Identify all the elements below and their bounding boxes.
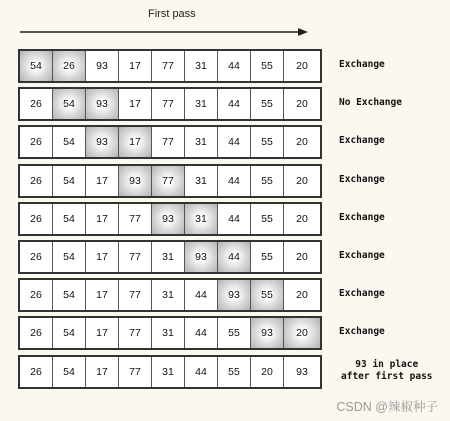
array-cell: 31 [185, 89, 218, 119]
array-cell: 44 [218, 51, 251, 81]
array-cell: 44 [185, 357, 218, 387]
pass-title: First pass [148, 8, 196, 20]
array-cell: 20 [284, 318, 320, 348]
array-cell: 77 [152, 89, 185, 119]
array-cell: 26 [53, 51, 86, 81]
array-cell: 54 [53, 204, 86, 234]
array-cell: 17 [119, 51, 152, 81]
array-cell: 44 [218, 89, 251, 119]
array-cell: 54 [53, 242, 86, 272]
array-cell: 44 [218, 242, 251, 272]
array-row [18, 164, 322, 198]
array-cell: 77 [119, 318, 152, 348]
array-cell: 20 [296, 98, 308, 111]
array-row [18, 125, 322, 159]
array-cell: 77 [152, 127, 185, 157]
array-cell: 44 [218, 127, 251, 157]
array-cell: 17 [86, 357, 119, 387]
watermark: CSDN @辣椒种子 [336, 400, 438, 414]
array-cell: 17 [119, 127, 152, 157]
array-row [18, 355, 322, 389]
array-row [18, 240, 322, 274]
array-cell: 77 [152, 51, 185, 81]
array-cell: 31 [152, 357, 185, 387]
array-row [18, 87, 322, 121]
array-cell: 20 [251, 357, 284, 387]
array-cell: 93 [86, 127, 119, 157]
array-cell: 17 [86, 242, 119, 272]
step-label: Exchange [339, 326, 385, 338]
step-label: 93 in place after first pass [341, 358, 433, 382]
array-cell: 31 [152, 280, 185, 310]
array-cell: 55 [251, 51, 284, 81]
array-cell: 17 [86, 318, 119, 348]
array-cell: 55 [251, 89, 284, 119]
direction-arrow-icon [0, 0, 450, 40]
array-cell: 20 [296, 136, 308, 149]
array-cell: 44 [185, 280, 218, 310]
array-cell: 77 [119, 204, 152, 234]
array-cell: 26 [20, 166, 53, 196]
diagram-header [0, 0, 450, 40]
step-label: Exchange [339, 135, 385, 147]
array-cell: 54 [20, 51, 53, 81]
array-cell: 54 [53, 318, 86, 348]
array-cell: 93 [152, 204, 185, 234]
array-cell: 55 [251, 242, 284, 272]
array-cell: 31 [185, 204, 218, 234]
array-cell: 26 [20, 280, 53, 310]
array-cell: 54 [53, 89, 86, 119]
array-cell: 93 [296, 365, 308, 378]
array-cell: 55 [218, 318, 251, 348]
array-cell: 55 [251, 204, 284, 234]
array-cell: 77 [119, 357, 152, 387]
array-cell: 17 [119, 89, 152, 119]
array-cell: 20 [296, 251, 308, 263]
array-cell: 44 [185, 318, 218, 348]
step-label: Exchange [339, 173, 385, 185]
array-cell: 93 [251, 318, 284, 348]
array-cell: 26 [20, 242, 53, 272]
array-cell: 26 [20, 357, 53, 387]
array-row [18, 278, 322, 312]
array-cell: 93 [86, 51, 119, 81]
array-cell: 54 [53, 166, 86, 196]
array-cell: 31 [185, 127, 218, 157]
array-cell: 77 [152, 166, 185, 196]
array-cell: 77 [119, 280, 152, 310]
array-cell: 93 [86, 89, 119, 119]
array-cell: 20 [296, 212, 308, 225]
array-cell: 26 [20, 89, 53, 119]
array-cell: 31 [152, 318, 185, 348]
array-cell: 20 [296, 174, 308, 187]
step-label: Exchange [339, 288, 385, 300]
array-cell: 55 [251, 127, 284, 157]
array-cell: 54 [53, 127, 86, 157]
array-cell: 44 [218, 166, 251, 196]
step-label: Exchange [339, 250, 385, 261]
step-label: Exchange [339, 211, 385, 223]
array-cell: 17 [86, 204, 119, 234]
array-cell: 54 [53, 357, 86, 387]
array-cell: 31 [152, 242, 185, 272]
step-label: Exchange [339, 59, 385, 70]
array-cell: 20 [296, 60, 308, 72]
array-cell: 55 [251, 166, 284, 196]
array-cell: 26 [20, 204, 53, 234]
array-cell: 93 [218, 280, 251, 310]
array-cell: 20 [296, 289, 308, 302]
array-cell: 31 [185, 166, 218, 196]
array-cell: 17 [86, 166, 119, 196]
array-cell: 17 [86, 280, 119, 310]
array-cell: 44 [218, 204, 251, 234]
step-label: No Exchange [339, 97, 402, 109]
array-cell: 54 [53, 280, 86, 310]
array-cell: 55 [251, 280, 284, 310]
array-row [18, 316, 322, 350]
array-cell: 26 [20, 318, 53, 348]
array-cell: 31 [185, 51, 218, 81]
array-cell: 26 [20, 127, 53, 157]
array-row [18, 49, 322, 83]
array-cell: 55 [218, 357, 251, 387]
array-row [18, 202, 322, 236]
array-cell: 77 [119, 242, 152, 272]
array-cell: 93 [119, 166, 152, 196]
array-cell: 93 [185, 242, 218, 272]
